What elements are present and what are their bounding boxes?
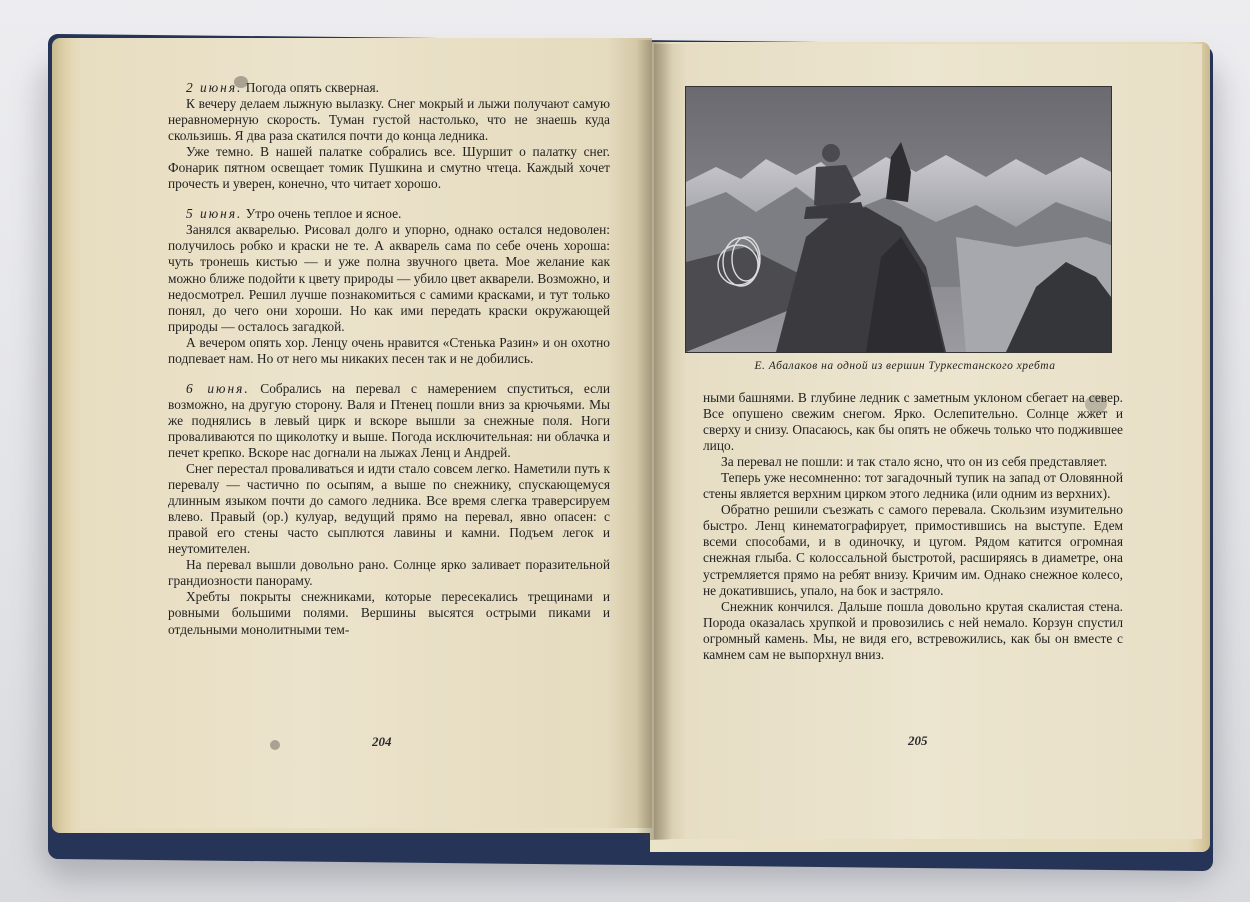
paragraph: Снег перестал проваливаться и идти стало совсем легко. Наметили путь к перевалу — частично по осыпям, а выше по снежнику, спускающемуся длинным языком почти до самого ледника. Все время слегка траверсируем влево. Правый (ор.) кулуар, ведущий прямо на перевал, явно опасен: с правой его стены часто сыплются лавины и камни. Подъем легок и неутомителен. — [168, 461, 610, 557]
left-page-text — [168, 80, 610, 638]
book-gutter — [636, 40, 672, 840]
page-number-left: 204 — [372, 734, 392, 749]
paragraph: 2 июня. Погода опять скверная. — [186, 80, 379, 95]
ink-stain — [234, 76, 248, 88]
paragraph: Уже темно. В нашей палатке собрались все. Шуршит о палатку снег. Фонарик пятном освещает томик Пушкина и смутно чтеца. Каждый хочет прочесть и уверен, конечно, что читает хорошо. — [168, 144, 610, 192]
paragraph: Снежник кончился. Дальше пошла довольно крутая скалистая стена. Порода оказалась хрупкой и провозились с ней немало. Корзун спустил огромный камень. Мы, не видя его, встревожились, как бы он вместе с камнем сам не выпорхнул вниз. — [703, 598, 1123, 662]
paragraph: Обратно решили съезжать с самого перевала. Скользим изумительно быстро. Ленц кинематографирует, примостившись на выступе. Едем всеми способами, и в одиночку, и цугом. Рядом катится огромная снежная глыба. С колоссальной быстротой, расширяясь в диаметре, она устремляется прямо на ребят внизу. Кричим им. Однако снежное колесо, не докатившись, упало, на бок и застряло. — [703, 502, 1123, 598]
paragraph: Теперь уже несомненно: тот загадочный тупик на запад от Оловянной стены является верхним цирком этого ледника (или одним из верхних). — [703, 470, 1123, 502]
page-number-right: 205 — [908, 733, 928, 748]
right-page-text — [703, 390, 1123, 663]
ink-stain — [270, 740, 280, 750]
mountain-photo — [685, 86, 1112, 353]
paragraph: 5 июня. Утро очень теплое и ясное. — [186, 206, 402, 222]
entry-date: 2 июня. — [186, 80, 243, 95]
paragraph: На перевал вышли довольно рано. Солнце ярко заливает поразительной грандиозности панораму. — [168, 557, 610, 589]
entry-date: 5 июня. — [186, 206, 243, 222]
mountain-photo-image — [686, 87, 1111, 352]
paragraph: 6 июня. Собрались на перевал с намерением спуститься, если возможно, на другую сторону. Валя и Птенец пошли вниз за крючьями. Мы же поднялись в левый цирк и вскоре вышли за снежные поля. Ноги проваливаются по щиколотку и выше. Погода исключительная: ни облачка и печет крепко. Вскоре нас догнали на лыжах Ленц и Андрей. — [168, 380, 610, 460]
ink-stain — [1085, 395, 1107, 413]
paragraph: Занялся акварелью. Рисовал долго и упорно, однако остался недоволен: получилось робко и краски не те. А акварель сама по себе очень хороша: чуть тронешь кистью — и уже полна звучного цвета. Мое желание как можно ближе подойти к цвету природы — убило цвет акварели. Возможно, и недосмотрел. Решил лучше познакомиться с самими красками, и тут только понял, до чего они хороши. Но как ими передать краски окружающей природы — осталось загадкой. — [168, 222, 610, 334]
entry-date: 6 июня. — [186, 380, 250, 396]
paragraph: ными башнями. В глубине ледник с заметным уклоном сбегает на север. Все опушено свежим снегом. Ярко. Ослепительно. Солнце жжет и сверху и снизу. Опасаюсь, как бы опять не обжечь только что поджившее лицо. — [703, 390, 1123, 454]
paragraph: Хребты покрыты снежниками, которые пересекались трещинами и ровными большими полями. Вершины высятся острыми пиками и отдельными монолитными тем- — [168, 589, 610, 637]
paragraph: За перевал не пошли: и так стало ясно, что он из себя представляет. — [721, 454, 1108, 470]
photo-caption: Е. Абалаков на одной из вершин Туркестанского хребта — [754, 360, 1056, 372]
paragraph: К вечеру делаем лыжную вылазку. Снег мокрый и лыжи получают самую неравномерную скорость. Туман густой настолько, что не знаешь куда скользишь. Я два раза скатился почти до конца ледника. — [168, 96, 610, 144]
paragraph: А вечером опять хор. Ленцу очень нравится «Стенька Разин» и он охотно подпевает нам. Но от него мы никаких песен так и не добились. — [168, 334, 610, 366]
